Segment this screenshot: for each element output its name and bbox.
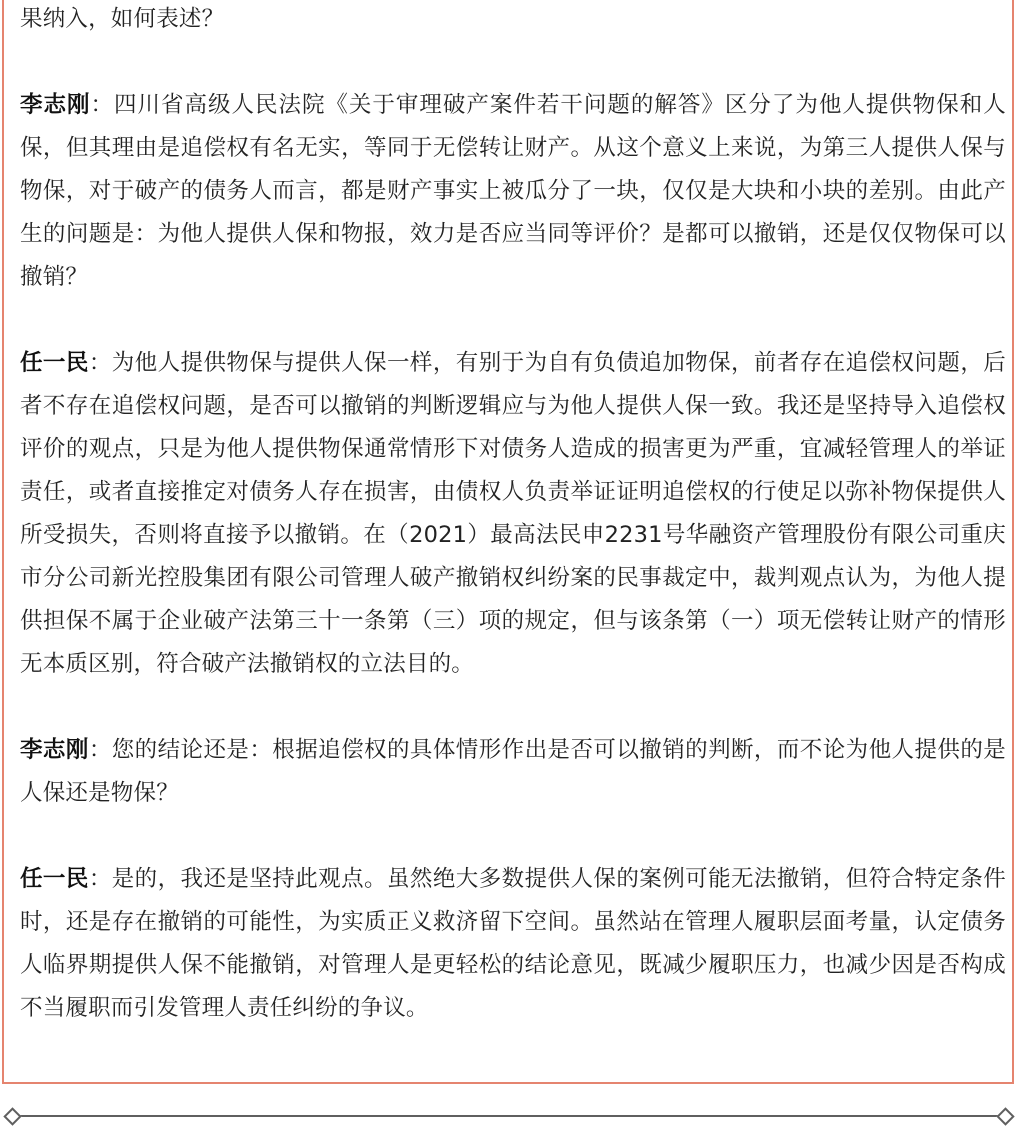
paragraph-text: 果纳入，如何表述？: [20, 6, 225, 32]
paragraph-intro-tail: [20, 0, 1006, 41]
speaker-separator: ：: [88, 350, 112, 376]
paragraph-gap: [20, 815, 1006, 858]
article-body: [20, 0, 1006, 1030]
paragraph-li-zhigang-1: [20, 84, 1006, 299]
paragraph-li-zhigang-2: [20, 729, 1006, 815]
diamond-icon: [3, 1107, 21, 1125]
divider-line: [14, 1115, 1004, 1117]
paragraph-text: 四川省高级人民法院《关于审理破产案件若干问题的解答》区分了为他人提供物保和人保，但其理由是追偿权有名无实，等同于无偿转让财产。从这个意义上来说，为第三人提供人保与物保，对于破产的债务人而言，都是财产事实上被瓜分了一块，仅仅是大块和小块的差别。由此产生的问题是：为他人提供人保和物报，效力是否应当同等评价？是都可以撤销，还是仅仅物保可以撤销？: [20, 92, 1006, 290]
speaker-separator: ：: [90, 92, 114, 118]
speaker-name: 李志刚: [20, 92, 91, 118]
paragraph-gap: [20, 299, 1006, 342]
paragraph-text: 是的，我还是坚持此观点。虽然绝大多数提供人保的案例可能无法撤销，但符合特定条件时，还是存在撤销的可能性，为实质正义救济留下空间。虽然站在管理人履职层面考量，认定债务人临界期提供人保不能撤销，对管理人是更轻松的结论意见，既减少履职压力，也减少因是否构成不当履职而引发管理人责任纠纷的争议。: [20, 866, 1006, 1021]
speaker-separator: ：: [88, 737, 112, 763]
speaker-name: 任一民: [20, 350, 89, 376]
paragraph-ren-yimin-2: [20, 858, 1006, 1030]
speaker-name: 任一民: [20, 866, 89, 892]
speaker-separator: ：: [88, 866, 112, 892]
paragraph-gap: [20, 686, 1006, 729]
paragraph-ren-yimin-1: [20, 342, 1006, 686]
paragraph-text: 您的结论还是：根据追偿权的具体情形作出是否可以撤销的判断，而不论为他人提供的是人保还是物保？: [20, 737, 1006, 806]
paragraph-gap: [20, 41, 1006, 84]
section-divider: [6, 1108, 1012, 1124]
diamond-icon: [996, 1107, 1014, 1125]
speaker-name: 李志刚: [20, 737, 89, 763]
paragraph-text: 为他人提供物保与提供人保一样，有别于为自有负债追加物保，前者存在追偿权问题，后者不存在追偿权问题，是否可以撤销的判断逻辑应与为他人提供人保一致。我还是坚持导入追偿权评价的观点，只是为他人提供物保通常情形下对债务人造成的损害更为严重，宜减轻管理人的举证责任，或者直接推定对债务人存在损害，由债权人负责举证证明追偿权的行使足以弥补物保提供人所受损失，否则将直接予以撤销。在（2021）最高法民申2231号华融资产管理股份有限公司重庆市分公司新光控股集团有限公司管理人破产撤销权纠纷案的民事裁定中，裁判观点认为，为他人提供担保不属于企业破产法第三十一条第（三）项的规定，但与该条第（一）项无偿转让财产的情形无本质区别，符合破产法撤销权的立法目的。: [20, 350, 1006, 677]
article-frame: [2, 0, 1014, 1084]
